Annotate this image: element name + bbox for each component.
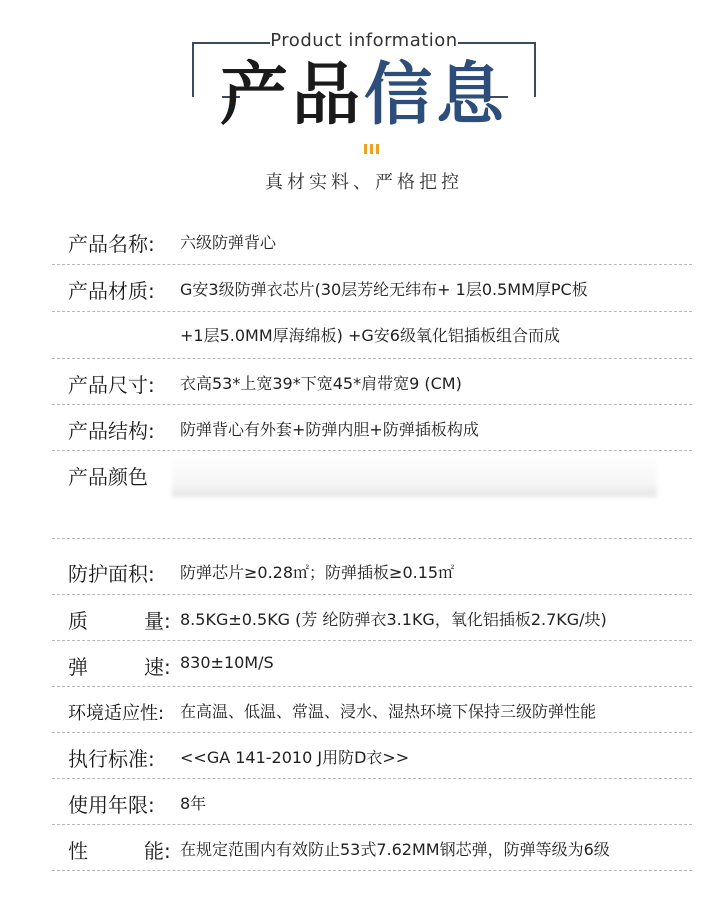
divider (52, 538, 692, 539)
spec-row-name (52, 218, 692, 264)
spec-label-part: 能: (144, 839, 171, 863)
spec-value: 衣高53*上宽39*下宽45*肩带宽9 (CM) (180, 374, 462, 393)
spec-value: 8.5KG±0.5KG (芳 纶防弹衣3.1KG，氧化铝插板2.7KG/块) (180, 610, 607, 629)
spec-value: 防弹背心有外套+防弹内胆+防弹插板构成 (180, 420, 479, 439)
spec-label-part: 速: (144, 655, 171, 679)
spec-table (52, 218, 692, 863)
spec-value: 在规定范围内有效防止53式7.62MM钢芯弹，防弹等级为6级 (180, 840, 610, 859)
spec-label-part: 质 (68, 609, 88, 633)
spec-label (68, 651, 171, 680)
spec-row-material-cont (52, 311, 692, 357)
spec-label-part: 性 (68, 839, 88, 863)
spec-row-standard (52, 733, 692, 779)
header (0, 0, 728, 210)
spec-label: 产品名称: (68, 232, 155, 256)
spec-row-weight (52, 595, 692, 641)
spec-value: <<GA 141-2010 J用防D衣>> (180, 748, 410, 767)
spec-value: 六级防弹背心 (180, 233, 277, 252)
spec-label (68, 605, 171, 634)
spec-value: G安3级防弹衣芯片(30层芳纶无纬布+ 1层0.5MM厚PC板 (180, 280, 588, 299)
spec-row-environment (52, 687, 692, 733)
spec-value: 830±10M/S (180, 653, 274, 672)
spec-label: 执行标准: (68, 747, 155, 771)
english-title: Product information (270, 30, 458, 51)
spec-label (68, 835, 171, 864)
spec-label: 产品尺寸: (68, 373, 155, 397)
spec-value: 防弹芯片≥0.28㎡；防弹插板≥0.15㎡ (180, 563, 455, 582)
spec-value: 8年 (180, 794, 207, 813)
spec-label: 使用年限: (68, 793, 155, 817)
page-title (0, 56, 728, 136)
spec-label: 防护面积: (68, 562, 155, 586)
tagline: 真材实料、严格把控 (265, 172, 463, 193)
spec-row-performance (52, 825, 692, 871)
spec-row-size (52, 359, 692, 405)
page-title-dark: 产品 (219, 56, 364, 135)
decorative-bars-icon (363, 144, 379, 154)
spec-row-material (52, 265, 692, 311)
spec-row-coverage (52, 548, 692, 594)
spec-value: 在高温、低温、常温、浸水、湿热环境下保持三级防弹性能 (180, 702, 597, 721)
spec-label-part: 量: (144, 609, 171, 633)
spec-row-velocity (52, 641, 692, 687)
blurred-color-swatch (172, 457, 657, 497)
spec-row-lifespan (52, 779, 692, 825)
spec-label: 产品材质: (68, 279, 155, 303)
spec-value-continued: +1层5.0MM厚海绵板) +G安6级氧化铝插板组合而成 (180, 326, 560, 345)
spec-label-part: 弹 (68, 655, 88, 679)
page-title-blue: 信息 (364, 56, 509, 135)
spec-label: 环境适应性: (68, 703, 165, 724)
spec-label: 产品结构: (68, 419, 155, 443)
spec-row-structure (52, 405, 692, 451)
spec-label: 产品颜色 (68, 465, 148, 489)
divider (52, 870, 692, 871)
spec-row-color (52, 451, 692, 543)
